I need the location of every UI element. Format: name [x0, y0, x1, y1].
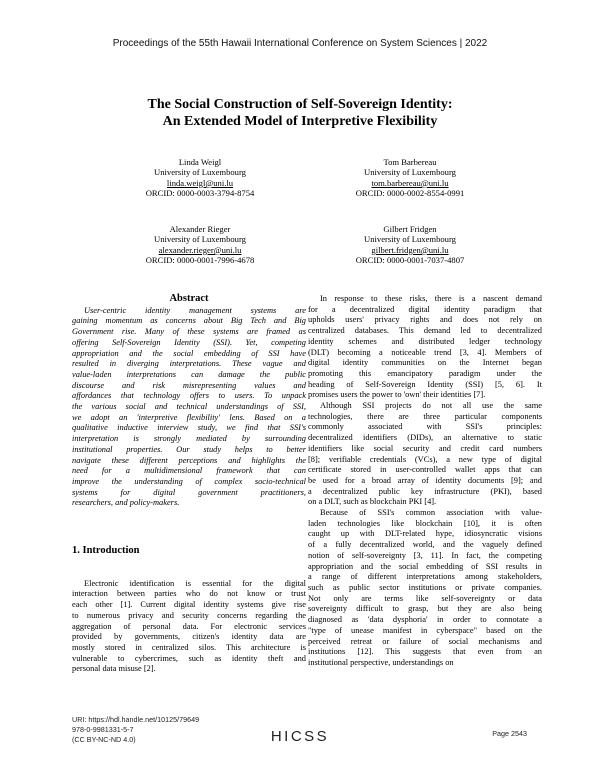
proceedings-header: Proceedings of the 55th Hawaii International Conference on System Sciences | 2022 [112, 38, 488, 49]
abstract-line: improve the understanding of complex socio-technical [72, 476, 306, 486]
author-block [310, 157, 510, 199]
paragraph-risks [308, 294, 542, 401]
body-line: caught up with DLT-related hype, idiosyncratic visions [308, 529, 542, 539]
author-orcid: ORCID: 0000-0002-8554-0991 [355, 188, 465, 199]
author-name: Gilbert Fridgen [383, 224, 437, 234]
abstract-body [72, 306, 306, 509]
abstract-line: researchers, and policy-makers. [72, 498, 180, 508]
author-name: Linda Weigl [178, 157, 222, 167]
body-line: perceived retreat or failure of social mechanisms and [308, 636, 542, 646]
abstract-line: value-laden interpretations can damage the public [72, 369, 306, 379]
hicss-logo: HICSS [270, 728, 330, 745]
body-line: provided by governments, citizen's identity data are [72, 632, 306, 642]
body-line: institutional perspective, understandings on [308, 657, 454, 667]
body-line: [8]; verifiable credentials (VCs), a new type of digital [308, 454, 542, 464]
author-orcid: ORCID: 0000-0003-3794-8754 [145, 188, 255, 199]
body-line: Because of SSI's common association with value- [320, 508, 542, 518]
abstract-line: gaining momentum as concerns about Big Tech and Big [72, 316, 306, 326]
abstract-line: qualitative inductive interview study, we find that SSI's [72, 423, 306, 433]
body-line: Electronic identification is essential for the digital [84, 578, 306, 588]
body-line: appropriation and the social embedding of SSI results in [308, 561, 542, 571]
body-line: diagnosed as 'data dysphoria' in order to connotate a [308, 615, 542, 625]
abstract-line: need for a multidimensional framework that can [72, 466, 306, 476]
body-line: Not only are terms like self-sovereignty or data [308, 593, 542, 603]
body-line: digital identity communities on the Internet began [308, 358, 542, 368]
author-block [100, 157, 300, 199]
author-affiliation: University of Luxembourg [364, 234, 456, 245]
abstract-line: offering Self-Sovereign Identity (SSI). Yet, competing [72, 337, 306, 347]
author-affiliation: University of Luxembourg [154, 167, 246, 178]
body-line: Although SSI projects do not all use the same [320, 401, 542, 411]
body-line: promoting this emancipatory paradigm under the [308, 368, 542, 378]
body-line: technologies, there are three particular components [308, 411, 542, 421]
body-line: such as public sector institutions or private companies. [308, 582, 542, 592]
abstract-heading: Abstract [169, 293, 209, 304]
author-email-link[interactable]: linda.weigl@uni.lu [166, 177, 234, 188]
paper-title [0, 96, 600, 130]
body-line: of a fully decentralized world, and the vaguely defined [308, 540, 542, 550]
left-column [72, 294, 306, 675]
body-line: (DLT) becoming a noticeable trend [3, 4]. Members of [308, 347, 542, 357]
body-line: institutions [12]. This suggests that even from an [308, 647, 542, 657]
body-line: sovereignty difficult to grasp, but they are also being [308, 604, 542, 614]
body-line: In response to these risks, there is a nascent demand [320, 294, 542, 303]
body-line: notion of self-sovereignty [3, 11]. In fact, the competing [308, 550, 542, 560]
author-affiliation: University of Luxembourg [364, 167, 456, 178]
body-line: centralized databases. This demand led to decentralized [308, 326, 542, 336]
page-number: Page 2543 [492, 729, 527, 738]
author-orcid: ORCID: 0000-0001-7996-4678 [145, 255, 255, 266]
body-line: be used for a broad array of identity documents [9]; and [308, 475, 542, 485]
author-email-link[interactable]: alexander.rieger@uni.lu [158, 244, 242, 255]
abstract-line: appropriation and the social embedding of SSI have [72, 348, 306, 358]
body-line: for a decentralized digital identity paradigm that [308, 304, 542, 314]
body-line: promises users the power to 'own' their identities [7]. [308, 390, 486, 400]
paragraph-associations [308, 508, 542, 669]
footer-license: (CC BY-NC-ND 4.0) [72, 735, 136, 744]
body-line: each other [1]. Current digital identity systems give rise [72, 600, 306, 610]
body-line: laden technologies like blockchain [10], it is often [308, 518, 542, 528]
paragraph-components [308, 401, 542, 508]
abstract-line: Government rise. Many of these systems are framed as [72, 327, 306, 337]
author-name: Tom Barbereau [383, 157, 437, 167]
abstract-line: interpretation is strongly mediated by surrounding [72, 434, 306, 444]
abstract-line: discourse and risk misrepresenting values and [72, 380, 306, 390]
abstract-line: navigate these different perceptions and highlights the [72, 455, 306, 465]
title-line-1: The Social Construction of Self-Sovereign Identity: [147, 97, 453, 112]
author-email-link[interactable]: tom.barbereau@uni.lu [371, 177, 449, 188]
body-line: commonly associated with SSI's principles: [308, 422, 542, 432]
author-block [100, 224, 300, 266]
author-orcid: ORCID: 0000-0001-7037-4807 [355, 255, 465, 266]
abstract-line: User-centric identity management systems are [84, 305, 306, 315]
right-column [308, 294, 542, 669]
abstract-line: we adopt an 'interpretive flexibility' lens. Based on a [72, 412, 306, 422]
body-line: mostly stored in centralized silos. This architecture is [72, 642, 306, 652]
author-name: Alexander Rieger [169, 224, 231, 234]
abstract-line: resulted in diverging interpretations. These vague and [72, 359, 306, 369]
introduction-body [72, 579, 306, 675]
body-line: vulnerable to cybercrimes, such as identity theft and [72, 653, 306, 663]
abstract-line: affordances that technology offers to users. To unpack [72, 391, 306, 401]
body-line: heading of Self-Sovereign Identity (SSI) [5, 6]. It [308, 379, 542, 389]
body-line: "type of unease manifest in cyberspace" based on the [308, 625, 542, 635]
abstract-line: institutional properties. Our study helps to better [72, 444, 306, 454]
body-line: decentralized identifiers (DIDs), an alternative to static [308, 433, 542, 443]
body-line: aggregation of personal data. For electronic services [72, 621, 306, 631]
title-line-2: An Extended Model of Interpretive Flexibility [162, 114, 438, 129]
abstract-line: systems for digital government practitioners, [72, 487, 306, 497]
section-heading-introduction: 1. Introduction [72, 545, 140, 557]
body-line: interaction between parties who do not know or trust [72, 589, 306, 599]
author-affiliation: University of Luxembourg [154, 234, 246, 245]
body-line: a decentralized public key infrastructure (PKI), based [308, 486, 542, 496]
body-line: identity schemes and distributed ledger technology [308, 336, 542, 346]
author-email-link[interactable]: gilbert.fridgen@uni.lu [371, 244, 449, 255]
body-line: a range of different interpretations among stakeholders, [308, 572, 542, 582]
body-line: upholds users' privacy rights and does not rely on [308, 315, 542, 325]
body-line: identifiers like social security and credit card numbers [308, 443, 542, 453]
footer-isbn: 978-0-9981331-5-7 [72, 725, 134, 734]
footer-uri-link[interactable]: URI: https://hdl.handle.net/10125/79649 [72, 715, 200, 724]
body-line: to numerous privacy and security concerns regarding the [72, 610, 306, 620]
abstract-line: the various social and technical understandings of SSI, [72, 402, 306, 412]
body-line: on a DLT, such as blockchain PKI [4]. [308, 497, 437, 507]
body-line: personal data misuse [2]. [72, 664, 156, 674]
body-line: certificate stored in user-controlled wallet apps that can [308, 465, 542, 475]
author-block [310, 224, 510, 266]
